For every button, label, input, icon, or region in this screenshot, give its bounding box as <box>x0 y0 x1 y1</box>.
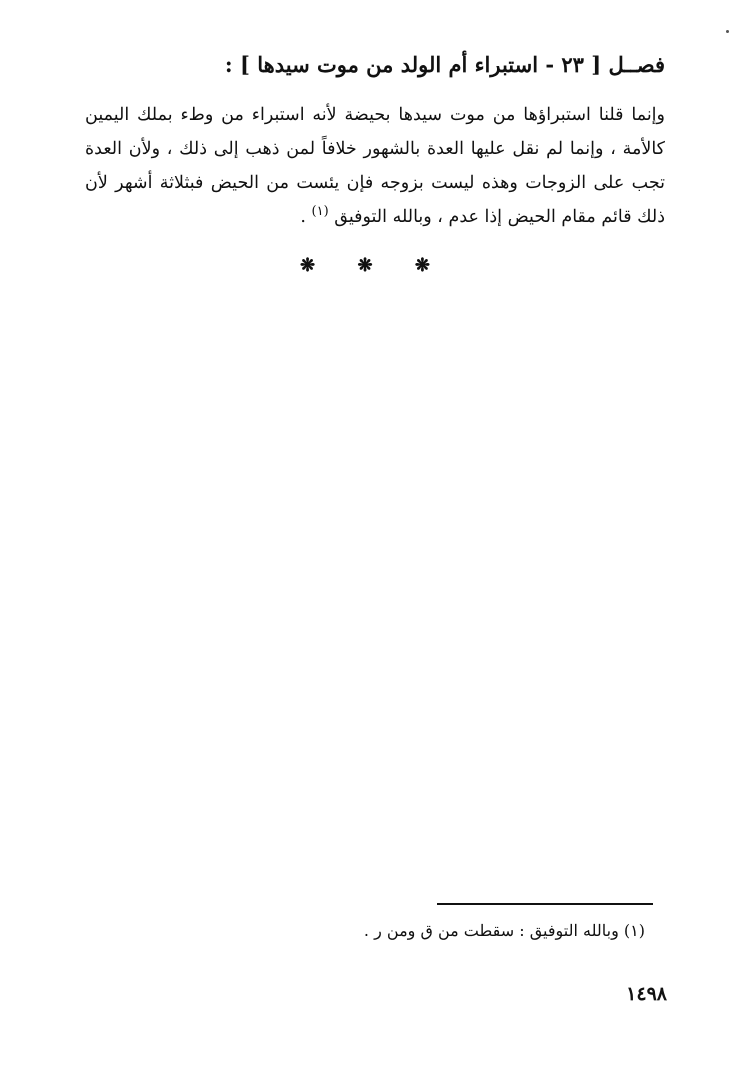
page-number: ١٤٩٨ <box>626 983 667 1005</box>
separator-star-icon: ❋ <box>357 255 373 276</box>
separator-star-icon: ❋ <box>300 255 316 276</box>
footnote-divider <box>437 903 653 905</box>
scan-speck <box>726 30 729 33</box>
heading-prefix: فصــل <box>608 52 665 77</box>
footnote-reference: (١) <box>311 204 329 220</box>
body-paragraph <box>85 98 665 234</box>
separator-star-icon: ❋ <box>414 255 430 276</box>
paragraph-end: . <box>300 207 306 227</box>
heading-title: استبراء أم الولد من موت سيدها ] <box>239 52 539 77</box>
heading-number: [ ٢٣ - <box>545 52 602 77</box>
heading-suffix: : <box>224 52 233 77</box>
footnote: (١) وبالله التوفيق : سقطت من ق ومن ر . <box>363 921 645 940</box>
paragraph-text: وإنما قلنا استبراؤها من موت سيدها بحيضة لأنه استبراء من وطء بملك اليمين كالأمة ، وإنما لم نقل عليها العدة بالشهور خلافاً لمن ذهب إلى ذلك ، ولأن العدة تجب على الزوجات وهذه ليست بزوجه فإن يئست من الحيض فبثلاثة أشهر لأن ذلك قائم مقام الحيض إذا عدم ، وبالله التوفيق <box>85 105 665 227</box>
section-heading <box>85 52 665 77</box>
section-separator <box>300 255 430 276</box>
